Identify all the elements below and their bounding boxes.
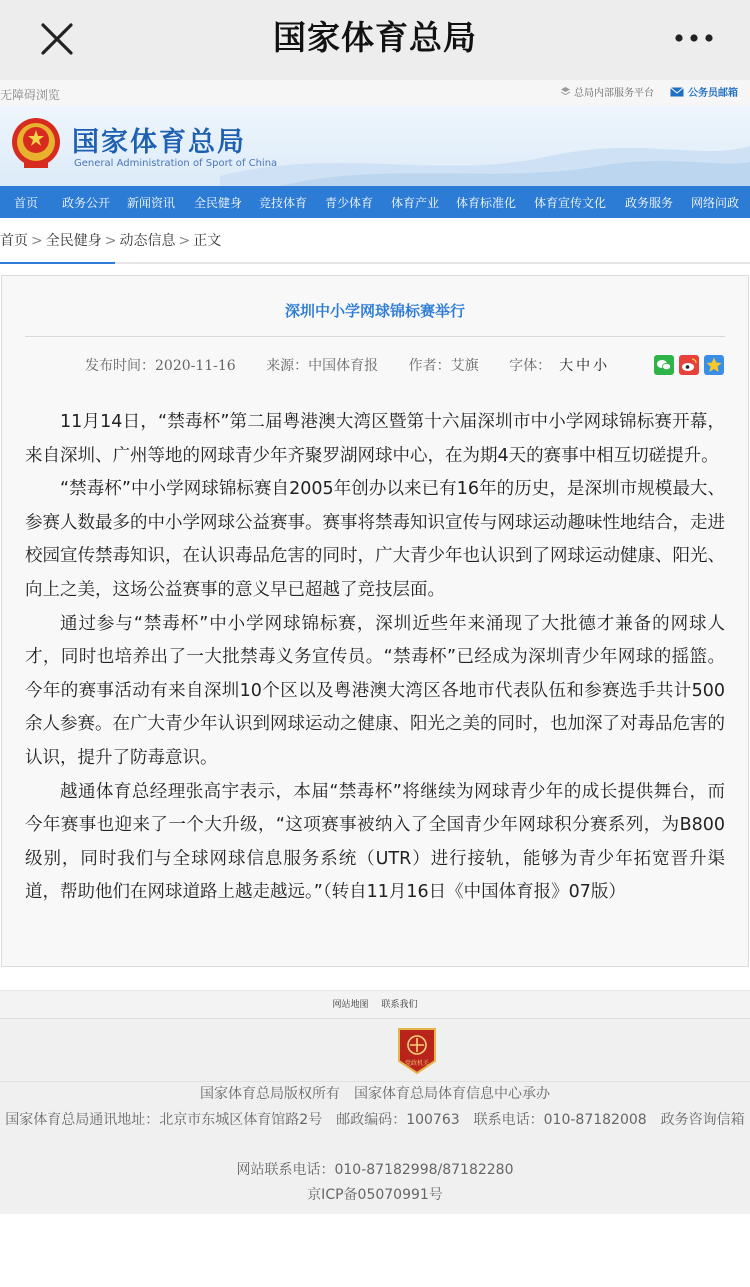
mailbox-link[interactable]	[670, 84, 738, 99]
wechat-share-icon[interactable]	[654, 355, 674, 375]
more-options-icon[interactable]	[674, 28, 714, 48]
breadcrumb-separator: >	[104, 233, 117, 249]
footer-links	[0, 990, 750, 1018]
author-label: 作者：	[408, 358, 451, 374]
mail-icon	[670, 87, 684, 97]
footer-copyright: 国家体育总局版权所有 国家体育总局体育信息中心承办	[200, 1086, 550, 1102]
nav-item-industry[interactable]: 体育产业	[391, 196, 440, 210]
published-label: 发布时间：	[85, 358, 155, 374]
nav-item-standards[interactable]: 体育标准化	[456, 196, 517, 210]
contact-link[interactable]: 联系我们	[381, 1000, 418, 1010]
weibo-share-icon[interactable]	[679, 355, 699, 375]
source-value: 中国体育报	[308, 358, 379, 374]
close-icon[interactable]	[38, 20, 76, 58]
breadcrumb-news[interactable]: 动态信息	[119, 233, 176, 249]
mailbox-label: 公务员邮箱	[688, 88, 738, 99]
share-buttons	[654, 355, 724, 375]
footer-contact: 网站联系电话：010-87182998/87182280	[236, 1162, 514, 1178]
font-large-button[interactable]: 大	[559, 358, 574, 374]
party-government-badge-icon[interactable]	[396, 1027, 438, 1075]
utility-bar	[0, 80, 750, 106]
nav-item-gov-affairs[interactable]: 政务公开	[62, 196, 111, 210]
site-banner	[0, 106, 750, 186]
title-divider	[25, 336, 725, 337]
footer	[0, 1018, 750, 1214]
sitemap-link[interactable]: 网站地图	[332, 1000, 369, 1010]
breadcrumb-separator: >	[31, 233, 43, 249]
brand-title: 国家体育总局	[72, 127, 246, 158]
nav-item-youth[interactable]: 青少体育	[325, 196, 374, 210]
nav-item-home[interactable]: 首页	[14, 196, 39, 210]
layers-icon	[560, 86, 571, 97]
nav-item-services[interactable]: 政务服务	[625, 196, 674, 210]
font-size-label: 字体：	[509, 358, 552, 374]
qzone-share-icon[interactable]	[704, 355, 724, 375]
article-paragraph: 越通体育总经理张高宇表示，本届“禁毒杯”将继续为网球青少年的成长提供舞台，而今年赛事也迎来了一个大升级，“这项赛事被纳入了全国青少年网球积分赛系列，为B800级别，同时我们与全球网球信息服务系统（UTR）进行接轨，能够为青少年拓宽晋升渠道，帮助他们在网球道路上越走越远。”（转自11月16日《中国体育报》07版）	[25, 781, 725, 903]
footer-divider	[0, 1081, 750, 1082]
article-paragraph: 通过参与“禁毒杯”中小学网球锦标赛，深圳近些年来涌现了大批德才兼备的网球人才，同时也培养出了一大批禁毒义务宣传员。“禁毒杯”已经成为深圳青少年网球的摇篮。今年的赛事活动有来自深圳10个区以及粤港澳大湾区各地市代表队伍和参赛选手共计500余人参赛。在广大青少年认识到网球运动之健康、阳光之美的同时，也加深了对毒品危害的认识，提升了防毒意识。	[25, 613, 725, 768]
font-small-button[interactable]: 小	[593, 358, 608, 374]
nav-item-news[interactable]: 新闻资讯	[127, 196, 176, 210]
accessibility-link[interactable]: 无障碍浏览	[0, 88, 61, 102]
author-value: 艾旗	[450, 358, 479, 374]
national-emblem-icon[interactable]	[10, 114, 62, 174]
article-meta	[85, 355, 636, 375]
breadcrumb-home[interactable]: 首页	[0, 233, 28, 249]
article-title: 深圳中小学网球锦标赛举行	[284, 302, 465, 320]
published-date: 2020-11-16	[155, 358, 236, 374]
source-label: 来源：	[266, 358, 309, 374]
intranet-link[interactable]	[560, 84, 654, 99]
banner-decoration	[220, 106, 750, 186]
breadcrumb-active-indicator	[0, 262, 115, 264]
intranet-label: 总局内部服务平台	[574, 88, 654, 99]
footer-icp[interactable]: 京ICP备05070991号	[307, 1187, 443, 1203]
app-title: 国家体育总局	[273, 18, 477, 57]
font-medium-button[interactable]: 中	[576, 358, 591, 374]
nav-item-culture[interactable]: 体育宣传文化	[534, 196, 607, 210]
breadcrumb-underline	[0, 262, 750, 264]
main-nav	[0, 186, 750, 218]
breadcrumb	[0, 230, 221, 252]
article-card	[1, 275, 749, 967]
article-paragraph: “禁毒杯”中小学网球锦标赛自2005年创办以来已有16年的历史，是深圳市规模最大、参赛人数最多的中小学网球公益赛事。赛事将禁毒知识宣传与网球运动趣味性地结合，走进校园宣传禁毒知识，在认识毒品危害的同时，广大青少年也认识到了网球运动健康、阳光、向上之美，这场公益赛事的意义早已超越了竞技层面。	[25, 479, 725, 600]
nav-item-competitive[interactable]: 竞技体育	[259, 196, 308, 210]
app-bar	[0, 0, 750, 80]
article-body	[25, 406, 725, 910]
breadcrumb-separator: >	[178, 233, 191, 249]
article-paragraph: 11月14日，“禁毒杯”第二届粤港澳大湾区暨第十六届深圳市中小学网球锦标赛开幕，来自深圳、广州等地的网球青少年齐聚罗湖网球中心，在为期4天的赛事中相互切磋提升。	[25, 412, 725, 466]
nav-item-fitness[interactable]: 全民健身	[194, 196, 243, 210]
brand-subtitle: General Administration of Sport of China	[74, 158, 278, 169]
breadcrumb-current: 正文	[193, 233, 222, 249]
footer-address: 国家体育总局通讯地址：北京市东城区体育馆路2号 邮政编码：100763 联系电话：010-87182008 政务咨询信箱	[5, 1112, 745, 1128]
breadcrumb-fitness[interactable]: 全民健身	[45, 233, 102, 249]
badge-text: 党政机关	[404, 1060, 430, 1067]
nav-item-inquiry[interactable]: 网络问政	[691, 196, 740, 210]
